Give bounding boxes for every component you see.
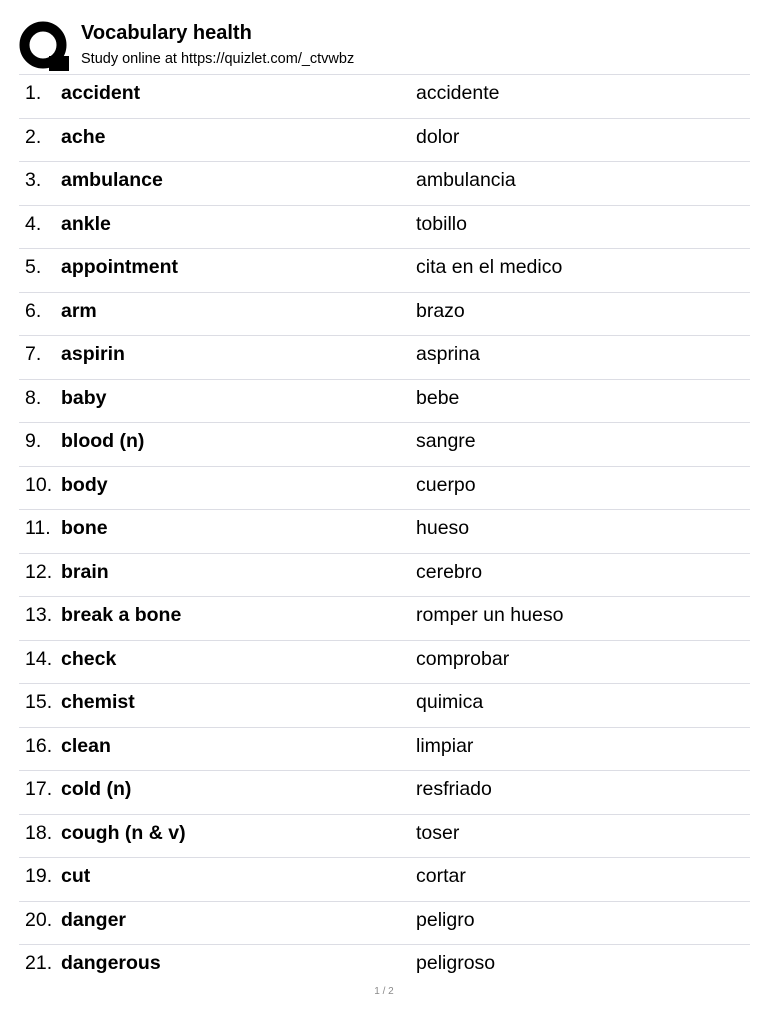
definition-text: peligro [416, 908, 475, 931]
list-item [19, 249, 750, 293]
term-text: clean [61, 734, 111, 757]
list-item [19, 554, 750, 598]
term-text: cough (n & v) [61, 821, 186, 844]
list-item [19, 380, 750, 424]
item-number: 1. [25, 82, 42, 104]
term-text: accident [61, 82, 141, 104]
item-number: 2. [25, 125, 42, 148]
quizlet-q-logo-icon [19, 21, 69, 71]
term-text: break a bone [61, 604, 182, 626]
list-item [19, 771, 750, 815]
item-number: 16. [25, 734, 53, 757]
item-number: 11. [25, 517, 51, 539]
item-number: 9. [25, 430, 42, 452]
item-number: 21. [25, 952, 53, 974]
term-text: ankle [61, 212, 111, 235]
definition-text: comprobar [416, 647, 510, 670]
definition-text: cita en el medico [416, 256, 563, 278]
list-item [19, 510, 750, 554]
definition-text: bebe [416, 386, 460, 409]
list-item [19, 206, 750, 250]
list-item [19, 336, 750, 380]
list-item [19, 858, 750, 902]
definition-text: accidente [416, 82, 500, 104]
definition-text: toser [416, 821, 460, 844]
list-item [19, 597, 750, 641]
list-item [19, 902, 750, 946]
term-text: baby [61, 386, 107, 409]
term-text: arm [61, 299, 97, 322]
term-text: bone [61, 517, 108, 539]
item-number: 18. [25, 821, 53, 844]
vocabulary-list [19, 74, 750, 988]
item-number: 6. [25, 299, 42, 322]
list-item [19, 423, 750, 467]
term-text: aspirin [61, 343, 125, 365]
item-number: 12. [25, 560, 53, 583]
list-item [19, 293, 750, 337]
list-item [19, 119, 750, 163]
item-number: 5. [25, 256, 42, 278]
term-text: appointment [61, 256, 178, 278]
page-title: Vocabulary health [81, 22, 252, 44]
item-number: 20. [25, 908, 53, 931]
item-number: 7. [25, 343, 42, 365]
list-item [19, 945, 750, 988]
definition-text: cortar [416, 865, 466, 887]
item-number: 4. [25, 212, 42, 235]
definition-text: cerebro [416, 560, 483, 583]
term-text: danger [61, 908, 127, 931]
term-text: blood (n) [61, 430, 145, 452]
definition-text: peligroso [416, 952, 496, 974]
term-text: check [61, 647, 117, 670]
page-header [19, 18, 750, 74]
definition-text: sangre [416, 430, 476, 452]
item-number: 8. [25, 386, 42, 409]
list-item [19, 467, 750, 511]
definition-text: limpiar [416, 734, 474, 757]
term-text: dangerous [61, 952, 161, 974]
definition-text: asprina [416, 343, 480, 365]
term-text: ambulance [61, 169, 163, 191]
term-text: ache [61, 125, 106, 148]
definition-text: tobillo [416, 212, 467, 235]
list-item [19, 75, 750, 119]
study-online-link-text[interactable]: Study online at https://quizlet.com/_ctvwbz [81, 51, 355, 67]
definition-text: hueso [416, 517, 470, 539]
item-number: 17. [25, 778, 53, 800]
item-number: 14. [25, 647, 53, 670]
definition-text: ambulancia [416, 169, 516, 191]
term-text: brain [61, 560, 109, 583]
term-text: body [61, 473, 108, 496]
page-indicator: 1 / 2 [374, 986, 394, 997]
definition-text: cuerpo [416, 473, 476, 496]
term-text: cold (n) [61, 778, 132, 800]
item-number: 15. [25, 691, 53, 713]
list-item [19, 162, 750, 206]
definition-text: brazo [416, 299, 465, 322]
item-number: 10. [25, 473, 53, 496]
list-item [19, 641, 750, 685]
term-text: cut [61, 865, 91, 887]
definition-text: resfriado [416, 778, 492, 800]
item-number: 3. [25, 169, 42, 191]
item-number: 19. [25, 865, 53, 887]
term-text: chemist [61, 691, 135, 713]
definition-text: dolor [416, 125, 460, 148]
list-item [19, 684, 750, 728]
definition-text: romper un hueso [416, 604, 564, 626]
definition-text: quimica [416, 691, 484, 713]
list-item [19, 815, 750, 859]
list-item [19, 728, 750, 772]
item-number: 13. [25, 604, 53, 626]
